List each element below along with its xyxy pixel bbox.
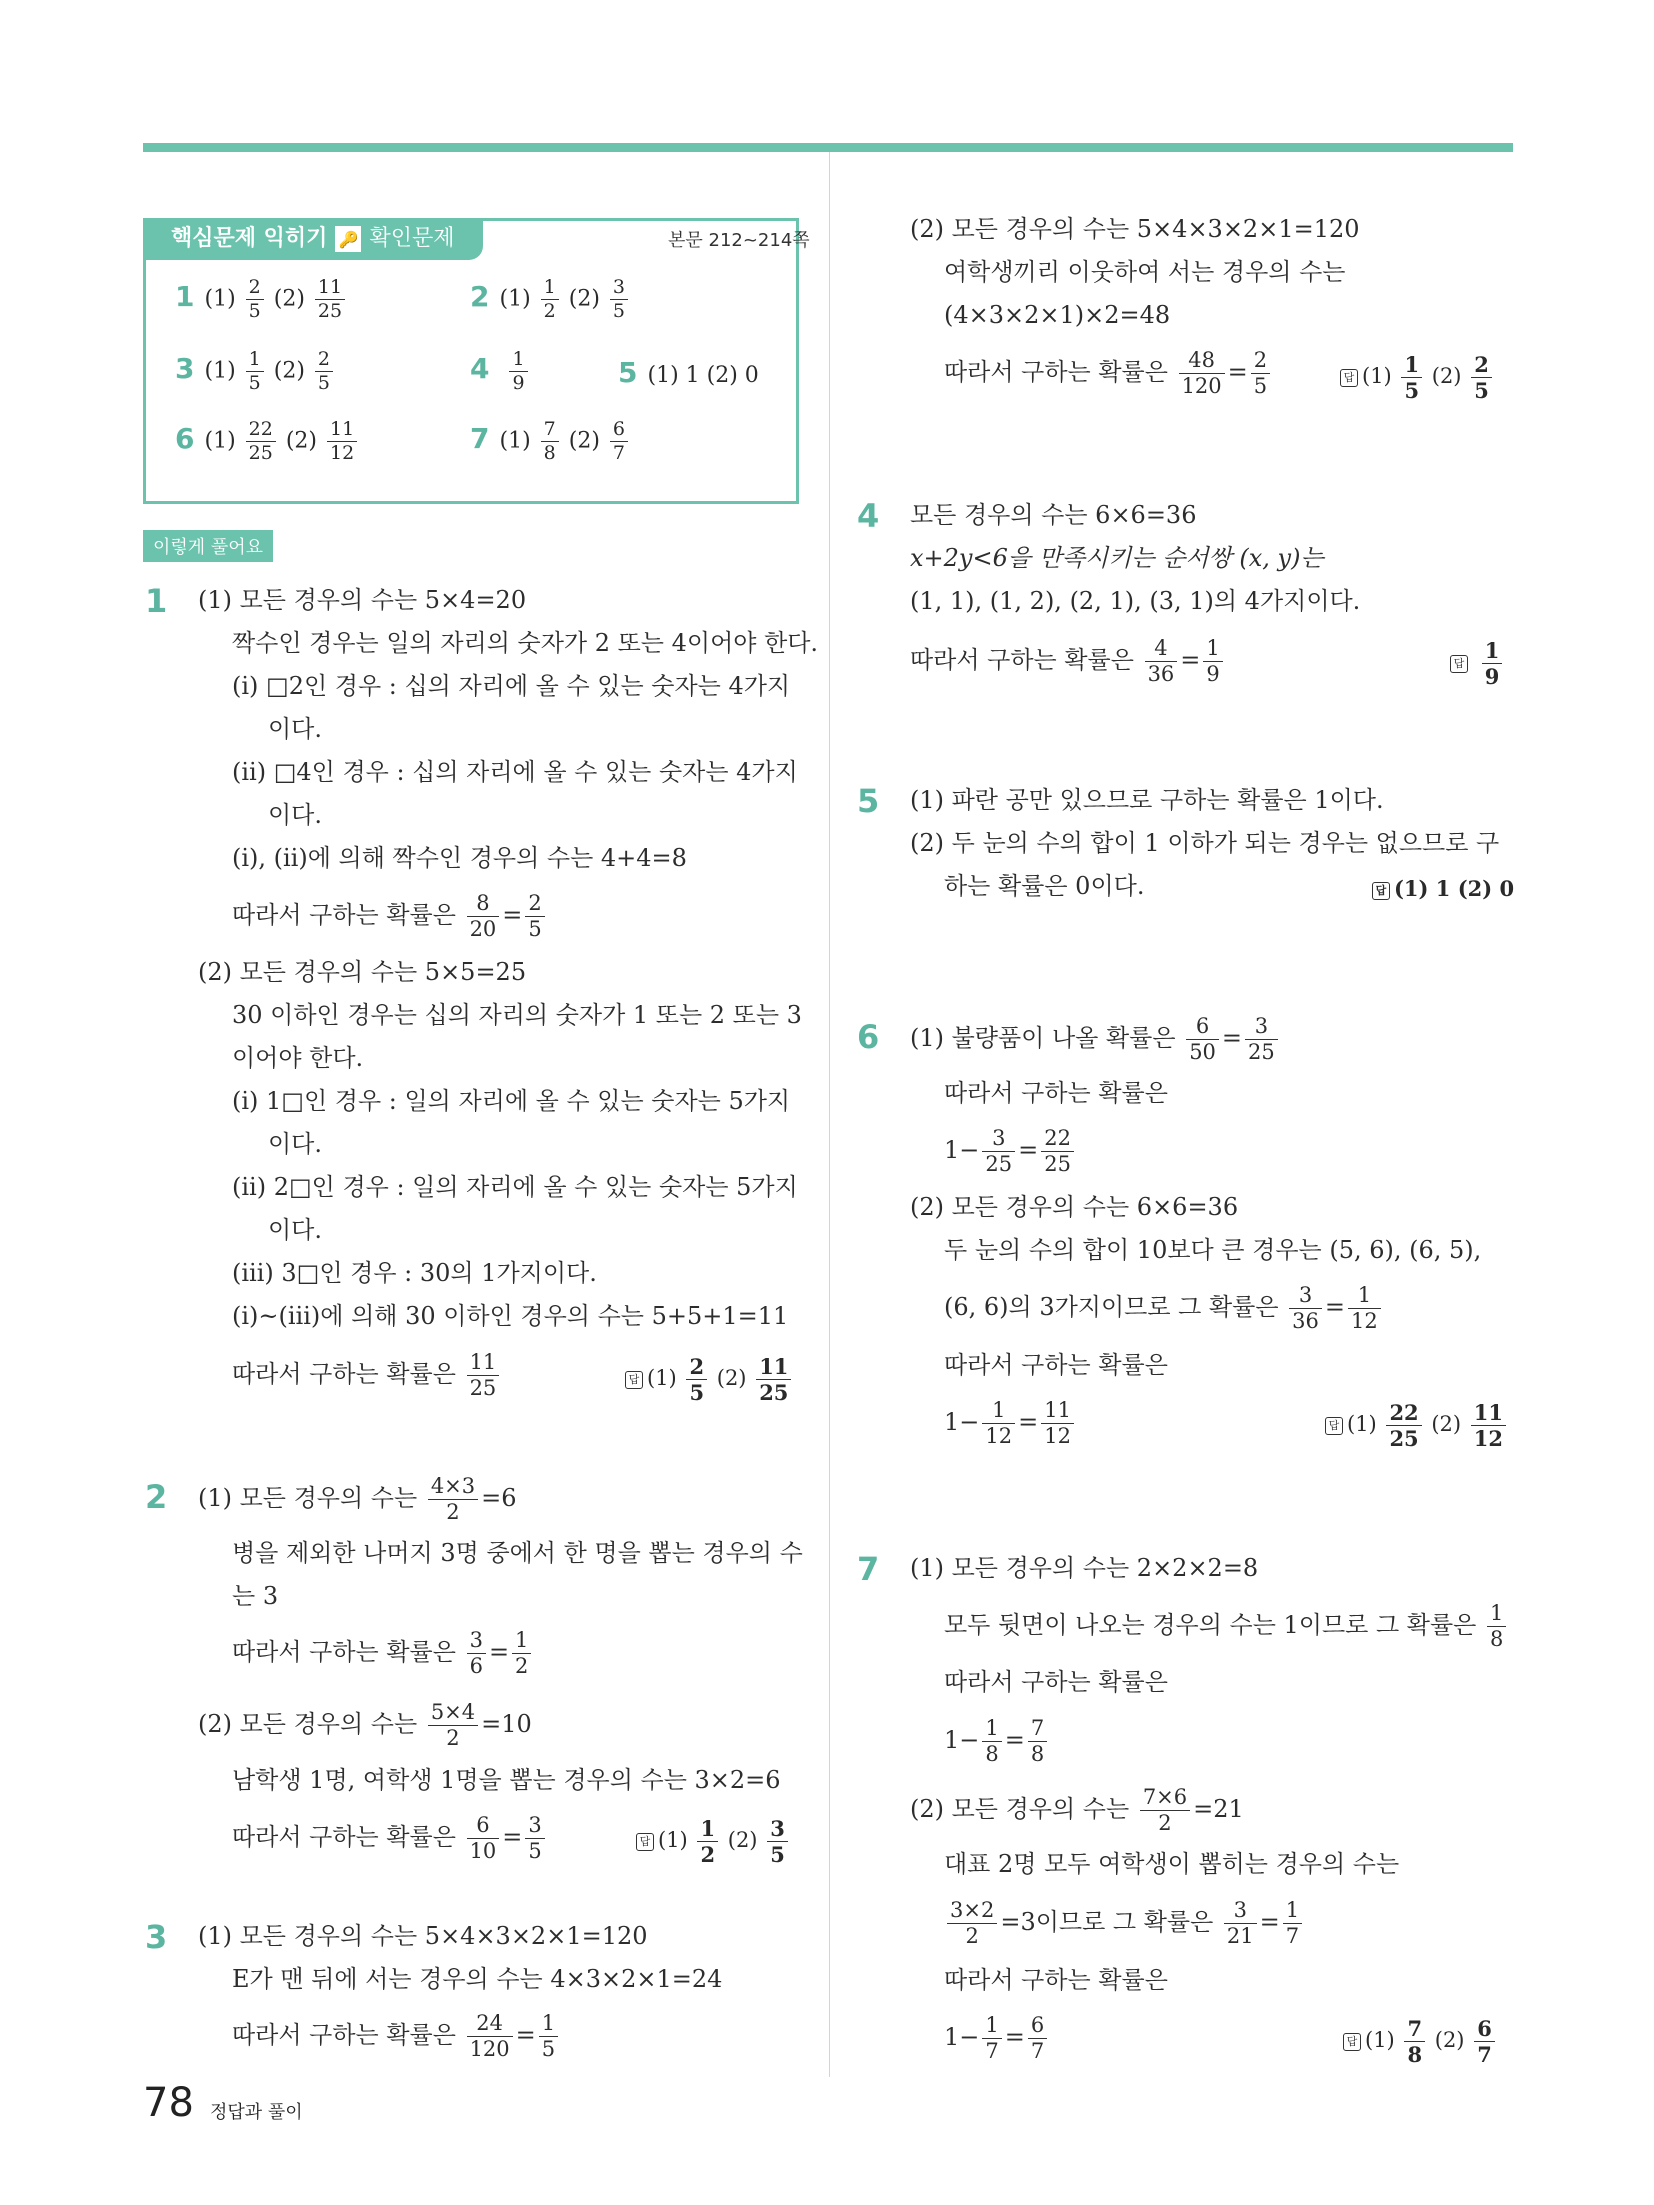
p3-line: E가 맨 뒤에 서는 경우의 수는 4×3×2×1=24 <box>232 1965 723 1993</box>
p1-line: (ⅲ) 3□인 경우 : 30의 1가지이다. <box>232 1259 597 1287</box>
p7-line: 대표 2명 모두 여학생이 뽑히는 경우의 수는 <box>944 1850 1400 1878</box>
p6-probability-line: 1− $\frac{3}{25}$ = $\frac{22}{25}$ <box>944 1128 1077 1175</box>
p1-line: (2) 모든 경우의 수는 5×5=25 <box>198 958 527 986</box>
p2-probability-line: 따라서 구하는 확률은 $\frac{3}{6}$ = $\frac{1}{2}$ <box>232 1630 534 1677</box>
problem-number-4: 4 <box>857 497 880 535</box>
p3-line: (2) 모든 경우의 수는 5×4×3×2×1=120 <box>910 215 1360 243</box>
p3-final-answer: 답 (1) $\frac{1}{5}$ (2) $\frac{2}{5}$ <box>1340 354 1495 401</box>
p7-probability-line: $\frac{3\times 2}{2}$ =3이므로 그 확률은 $\frac{3}{21}$ = $\frac{1}{7}$ <box>944 1900 1305 1947</box>
p1-final-answer: 답 (1) $\frac{2}{5}$ (2) $\frac{11}{25}$ <box>625 1356 794 1403</box>
p7-line: (2) 모든 경우의 수는 $\frac{7\times 6}{2}$ =21 <box>910 1785 1244 1835</box>
p1-line: (1) 모든 경우의 수는 5×4=20 <box>198 586 527 614</box>
p6-probability-line: (6, 6)의 3가지이므로 그 확률은 $\frac{3}{36}$ = $\frac{1}{12}$ <box>944 1285 1384 1332</box>
p4-probability-line: 따라서 구하는 확률은 $\frac{4}{36}$ = $\frac{1}{9}$ <box>910 638 1226 685</box>
problem-number-1: 1 <box>145 582 168 620</box>
p3-line: 여학생끼리 이웃하여 서는 경우의 수는 <box>944 258 1346 286</box>
p5-line: (1) 파란 공만 있으므로 구하는 확률은 1이다. <box>910 786 1384 814</box>
p2-line: (1) 모든 경우의 수는 $\frac{4\times 3}{2}$ =6 <box>198 1474 517 1524</box>
answer-mark-icon: 답 <box>1325 1417 1343 1435</box>
p1-line: 이다. <box>268 1216 322 1244</box>
summary-answer-4: 4 $\frac{1}{9}$ <box>470 350 531 393</box>
p6-line: 따라서 구하는 확률은 <box>944 1079 1168 1107</box>
column-divider <box>829 152 830 2077</box>
summary-answer-6: 6 (1) $\frac{22}{25}$ (2) $\frac{11}{12}$ <box>175 420 360 463</box>
summary-answer-5: 5 (1) 1 (2) 0 <box>618 356 759 389</box>
p1-line: (ⅰ) 1□인 경우 : 일의 자리에 올 수 있는 숫자는 5가지 <box>232 1087 791 1115</box>
top-accent-bar <box>143 143 1513 152</box>
p6-probability-line: (1) 불량품이 나올 확률은 $\frac{6}{50}$ = $\frac{3}{25}$ <box>910 1016 1281 1063</box>
p1-line: 이어야 한다. <box>232 1044 364 1072</box>
p1-line: 30 이하인 경우는 십의 자리의 숫자가 1 또는 2 또는 3 <box>232 1001 802 1029</box>
solution-badge: 이렇게 풀어요 <box>143 530 273 562</box>
p2-line: 는 3 <box>232 1582 279 1610</box>
p2-line: 남학생 1명, 여학생 1명을 뽑는 경우의 수는 3×2=6 <box>232 1766 781 1794</box>
p1-line: 이다. <box>268 715 322 743</box>
p1-line: (ⅰ), (ⅱ)에 의해 짝수인 경우의 수는 4+4=8 <box>232 844 687 872</box>
answer-mark-icon: 답 <box>625 1371 643 1389</box>
page-number: 78 <box>143 2080 194 2126</box>
p2-probability-line: 따라서 구하는 확률은 $\frac{6}{10}$ = $\frac{3}{5}$ <box>232 1815 548 1862</box>
summary-answer-1: 1 (1) $\frac{2}{5}$ (2) $\frac{11}{25}$ <box>175 278 348 321</box>
p2-line: 병을 제외한 나머지 3명 중에서 한 명을 뽑는 경우의 수 <box>232 1539 803 1567</box>
p7-line: (1) 모든 경우의 수는 2×2×2=8 <box>910 1554 1259 1582</box>
p7-probability-line: 모두 뒷면이 나오는 경우의 수는 1이므로 그 확률은 $\frac{1}{8}$ <box>944 1603 1509 1650</box>
p7-final-answer: 답 (1) $\frac{7}{8}$ (2) $\frac{6}{7}$ <box>1343 2018 1498 2065</box>
answer-mark-icon: 답 <box>1340 369 1358 387</box>
p4-line: (1, 1), (1, 2), (2, 1), (3, 1)의 4가지이다. <box>910 587 1361 615</box>
p3-line: (4×3×2×1)×2=48 <box>944 301 1171 329</box>
p3-probability-line: 따라서 구하는 확률은 $\frac{48}{120}$ = $\frac{2}{5}$ <box>944 350 1273 397</box>
p4-line: 모든 경우의 수는 6×6=36 <box>910 501 1197 529</box>
problem-number-2: 2 <box>145 1478 168 1516</box>
answer-mark-icon: 답 <box>1450 655 1468 673</box>
p1-line: (ⅰ) □2인 경우 : 십의 자리에 올 수 있는 숫자는 4가지 <box>232 672 791 700</box>
p4-final-answer: 답 $\frac{1}{9}$ <box>1450 640 1505 687</box>
answer-mark-icon: 답 <box>1343 2033 1361 2051</box>
p1-line: 이다. <box>268 1130 322 1158</box>
p6-probability-line: 1− $\frac{1}{12}$ = $\frac{11}{12}$ <box>944 1400 1077 1447</box>
summary-answer-2: 2 (1) $\frac{1}{2}$ (2) $\frac{3}{5}$ <box>470 278 631 321</box>
p1-line: (ⅱ) 2□인 경우 : 일의 자리에 올 수 있는 숫자는 5가지 <box>232 1173 798 1201</box>
p7-probability-line: 1− $\frac{1}{8}$ = $\frac{7}{8}$ <box>944 1718 1050 1765</box>
p1-line: 짝수인 경우는 일의 자리의 숫자가 2 또는 4이어야 한다. <box>232 629 819 657</box>
p2-final-answer: 답 (1) $\frac{1}{2}$ (2) $\frac{3}{5}$ <box>636 1818 791 1865</box>
p3-line: (1) 모든 경우의 수는 5×4×3×2×1=120 <box>198 1922 648 1950</box>
p1-line: 이다. <box>268 801 322 829</box>
problem-number-6: 6 <box>857 1018 880 1056</box>
p7-line: 따라서 구하는 확률은 <box>944 1668 1168 1696</box>
page-label: 정답과 풀이 <box>210 2102 303 2123</box>
page-reference: 본문 212~214쪽 <box>668 230 810 251</box>
p1-probability-line: 따라서 구하는 확률은 $\frac{11}{25}$ <box>232 1352 502 1399</box>
p5-line: 하는 확률은 0이다. <box>944 872 1145 900</box>
problem-number-7: 7 <box>857 1550 880 1588</box>
summary-box-header <box>143 218 483 260</box>
p6-line: 두 눈의 수의 합이 10보다 큰 경우는 (5, 6), (6, 5), <box>944 1236 1482 1264</box>
p2-line: (2) 모든 경우의 수는 $\frac{5\times 4}{2}$ =10 <box>198 1700 532 1750</box>
p6-line: 따라서 구하는 확률은 <box>944 1351 1168 1379</box>
summary-answer-7: 7 (1) $\frac{7}{8}$ (2) $\frac{6}{7}$ <box>470 420 631 463</box>
p1-line: (ⅱ) □4인 경우 : 십의 자리에 올 수 있는 숫자는 4가지 <box>232 758 798 786</box>
problem-number-5: 5 <box>857 782 880 820</box>
summary-answer-3: 3 (1) $\frac{1}{5}$ (2) $\frac{2}{5}$ <box>175 350 336 393</box>
p6-final-answer: 답 (1) $\frac{22}{25}$ (2) $\frac{11}{12}$ <box>1325 1402 1509 1449</box>
box-title: 핵심문제 익히기 <box>171 226 328 251</box>
box-subtitle: 확인문제 <box>369 226 455 251</box>
p3-probability-line: 따라서 구하는 확률은 $\frac{24}{120}$ = $\frac{1}{5}$ <box>232 2013 561 2060</box>
p4-line: x+2y<6을 만족시키는 순서쌍 (x, y)는 <box>910 544 1324 572</box>
p5-final-answer: 답 (1) 1 (2) 0 <box>1372 876 1514 901</box>
p7-probability-line: 1− $\frac{1}{7}$ = $\frac{6}{7}$ <box>944 2015 1050 2062</box>
p1-line: (ⅰ)~(ⅲ)에 의해 30 이하인 경우의 수는 5+5+1=11 <box>232 1302 789 1330</box>
answer-mark-icon: 답 <box>1372 882 1390 900</box>
p7-line: 따라서 구하는 확률은 <box>944 1966 1168 1994</box>
p5-line: (2) 두 눈의 수의 합이 1 이하가 되는 경우는 없으므로 구 <box>910 829 1500 857</box>
key-icon: 🔑 <box>335 226 361 252</box>
p1-probability-line: 따라서 구하는 확률은 $\frac{8}{20}$ = $\frac{2}{5}$ <box>232 893 548 940</box>
p6-line: (2) 모든 경우의 수는 6×6=36 <box>910 1193 1239 1221</box>
answer-mark-icon: 답 <box>636 1833 654 1851</box>
problem-number-3: 3 <box>145 1918 168 1956</box>
